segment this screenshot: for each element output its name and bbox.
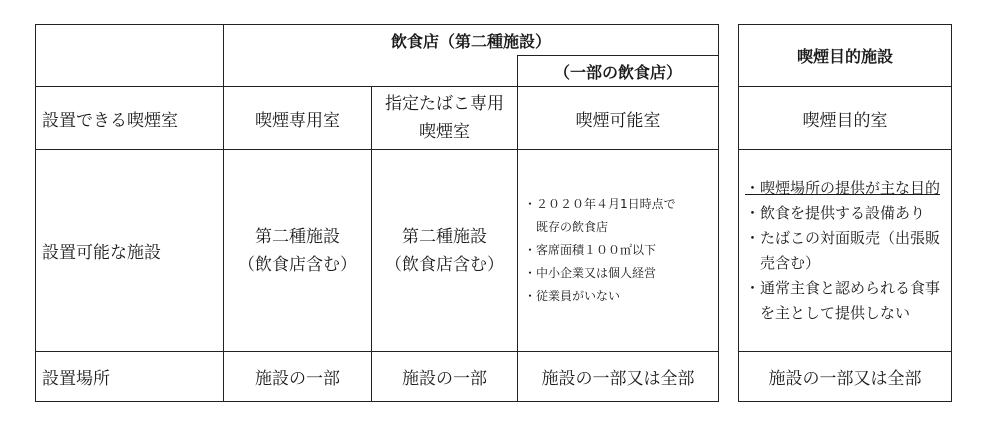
side-condition-item: ・たばこの対面販売（出張販: [745, 228, 941, 247]
facility-c2-line1: 第二種施設: [402, 226, 487, 247]
header-group-title: 飲食店（第二種施設）: [390, 31, 551, 51]
side-room: 喫煙目的室: [802, 110, 888, 131]
facility-c3-conditions: [518, 150, 718, 351]
location-c2: 施設の一部: [402, 369, 487, 389]
facility-c2: [372, 150, 517, 351]
side-condition-item: を主として提供しない: [760, 303, 911, 322]
facility-c2-line2: （飲食店含む）: [385, 254, 504, 275]
condition-item: ・客席面積１００㎡以下: [524, 243, 657, 257]
location-c3: 施設の一部又は全部: [541, 369, 695, 389]
facility-c1-line2: （飲食店含む）: [238, 254, 357, 275]
side-table-border-right: [951, 24, 952, 402]
row-label-facility: 設置可能な施設: [42, 243, 161, 263]
room-designated-tobacco: [372, 87, 517, 149]
condition-item: ・中小企業又は個人経営: [524, 266, 657, 280]
location-c1: 施設の一部: [255, 369, 340, 389]
room-designated-tobacco-line2: 喫煙室: [419, 122, 470, 142]
condition-item: 既存の飲食店: [536, 220, 609, 234]
main-table-border-bottom: [35, 401, 719, 402]
side-condition-item: 売含む）: [760, 253, 821, 272]
side-table-border-bottom: [738, 401, 952, 402]
subheader-title: （一部の飲食店）: [553, 62, 682, 82]
row-label-room: 設置できる喫煙室: [42, 110, 178, 131]
main-table-border-right: [718, 24, 719, 402]
side-condition-item: ・通常主食と認められる食事: [745, 278, 941, 297]
row-label-location: 設置場所: [42, 369, 110, 389]
side-condition-item: ・喫煙場所の提供が主な目的: [745, 178, 941, 197]
room-smoking-allowed: 喫煙可能室: [575, 110, 661, 131]
side-header-title: 喫煙目的施設: [796, 47, 893, 66]
facility-c1-line1: 第二種施設: [255, 226, 340, 247]
room-smoking-only: 喫煙専用室: [255, 110, 340, 131]
condition-item: ・従業員がいない: [524, 289, 621, 303]
side-facility-conditions: [739, 150, 951, 351]
side-location: 施設の一部又は全部: [768, 369, 922, 389]
side-condition-item: ・飲食を提供する設備あり: [745, 203, 926, 222]
condition-item: ・２０２０年４月1日時点で: [524, 197, 676, 211]
room-designated-tobacco-line1: 指定たばこ専用: [385, 94, 504, 114]
facility-c1: [224, 150, 371, 351]
